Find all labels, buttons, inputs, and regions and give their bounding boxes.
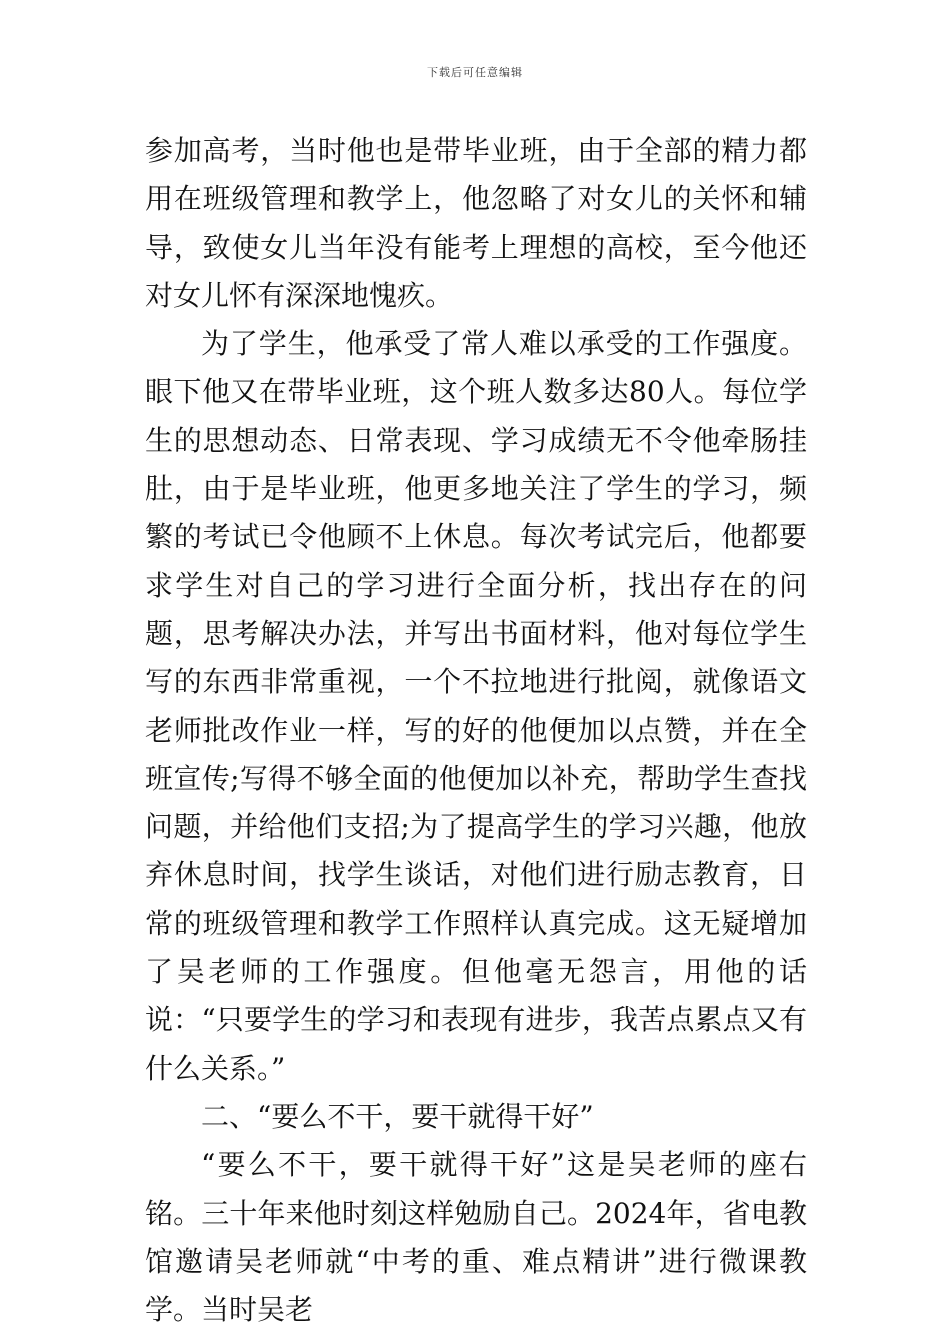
page-header: 下载后可任意编辑 [427, 66, 523, 79]
paragraph-1: 参加高考，当时他也是带毕业班，由于全部的精力都用在班级管理和教学上，他忽略了对女儿的关怀和辅导，致使女儿当年没有能考上理想的高校，至今他还对女儿怀有深深地愧疚。 [145, 134, 807, 312]
document-body [145, 127, 807, 1334]
paragraph-2: 为了学生，他承受了常人难以承受的工作强度。眼下他又在带毕业班，这个班人数多达80人。每位学生的思想动态、日常表现、学习成绩无不令他牵肠挂肚，由于是毕业班，他更多地关注了学生的学习，频繁的考试已令他顾不上休息。每次考试完后，他都要求学生对自己的学习进行全面分析，找出存在的问题，思考解决办法，并写出书面材料，他对每位学生写的东西非常重视，一个不拉地进行批阅，就像语文老师批改作业一样，写的好的他便加以点赞，并在全班宣传;写得不够全面的他便加以补充，帮助学生查找问题，并给他们支招;为了提高学生的学习兴趣，他放弃休息时间，找学生谈话，对他们进行励志教育，日常的班级管理和教学工作照样认真完成。这无疑增加了吴老师的工作强度。但他毫无怨言，用他的话说：“只要学生的学习和表现有进步，我苦点累点又有什么关系。” [145, 327, 807, 1085]
section-heading: 二、“要么不干，要干就得干好” [201, 1099, 594, 1133]
paragraph-3: “要么不干，要干就得干好”这是吴老师的座右铭。三十年来他时刻这样勉励自己。2024年，省电教馆邀请吴老师就“中考的重、难点精讲”进行微课教学。当时吴老 [145, 1148, 807, 1327]
